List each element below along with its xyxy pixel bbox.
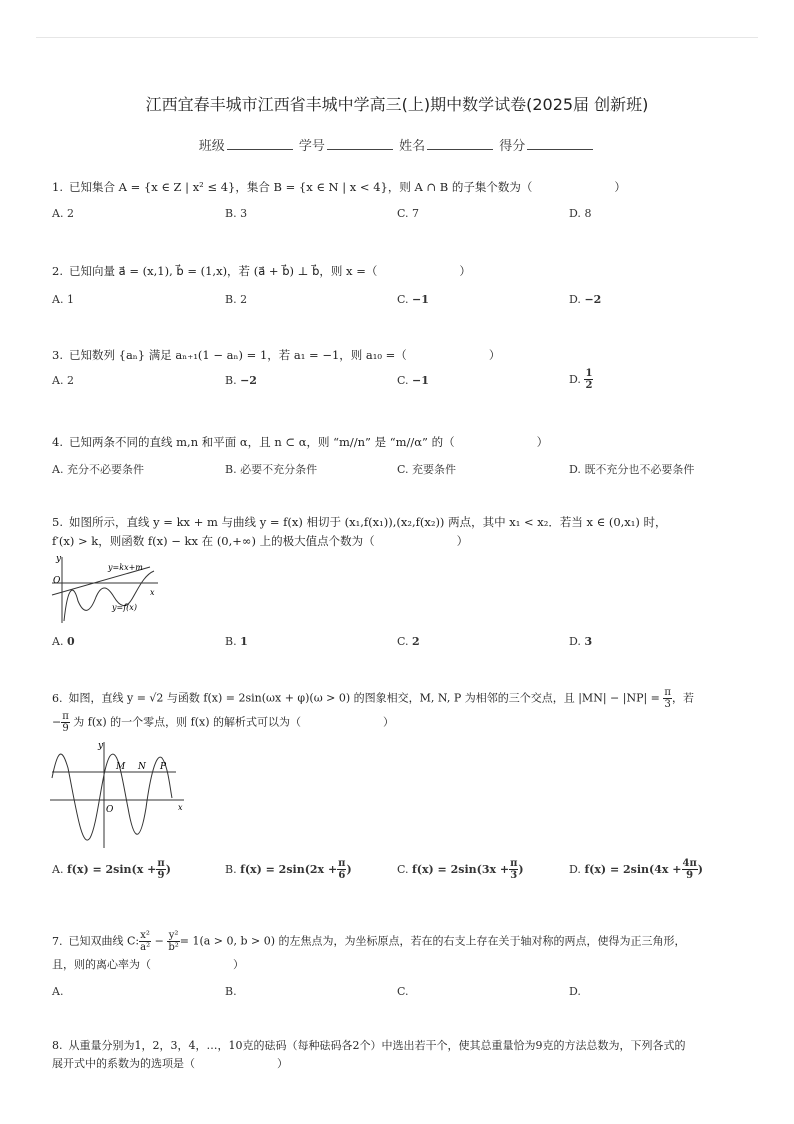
- question-stem: 如图，直线 y = √2 与函数 f(x) = 2sin(ωx + φ)(ω > 0) 的图象相交，M, N, P 为相邻的三个交点，且 |MN| − |NP| =: [68, 691, 660, 705]
- question-8: [52, 1037, 686, 1055]
- option-d[interactable]: D. −2: [569, 293, 602, 306]
- option-a[interactable]: A. f(x) = 2sin(x + $\frac{\pi}{9}$ ): [52, 858, 171, 881]
- option-b[interactable]: B. 3: [225, 207, 248, 220]
- x-label: x: [150, 588, 155, 597]
- class-label: 班级: [198, 139, 225, 154]
- question-stem-cont: f′(x) > k，则函数 f(x) − kx 在 (0,+∞) 上的极大值点个数为（: [52, 534, 375, 548]
- option-d[interactable]: D.: [569, 985, 581, 998]
- option-c[interactable]: C. 7: [397, 207, 420, 220]
- option-a[interactable]: A. 2: [52, 207, 74, 220]
- figure-q6: [48, 738, 188, 850]
- score-label: 得分: [499, 139, 526, 154]
- point-m-label: M: [116, 762, 126, 772]
- option-d[interactable]: D. 3: [569, 635, 593, 648]
- option-d[interactable]: D. f(x) = 2sin(4x + $\frac{4\pi}{9}$ ): [569, 858, 703, 881]
- student-id-blank[interactable]: [327, 137, 393, 150]
- question-7: 7. 已知双曲线 C: $\frac{\text{x²}}{\text{a²}}$ − $\frac{\text{y²}}{\text{b²}}$ = 1(a > 0, b > 0) 的左焦点为，为坐标原点，若在的右支上存在关于轴对称的两点，使得为正三角形，: [52, 930, 686, 953]
- y-label: y: [56, 554, 62, 564]
- question-number: 1.: [52, 180, 63, 194]
- question-number: 4.: [52, 435, 63, 449]
- question-number: 7.: [52, 934, 63, 948]
- option-c[interactable]: C. 充要条件: [397, 463, 457, 476]
- figure-q5: [50, 553, 162, 625]
- name-label: 姓名: [399, 139, 426, 154]
- option-b[interactable]: B. 1: [225, 635, 248, 648]
- option-d[interactable]: D. 既不充分也不必要条件: [569, 463, 695, 476]
- student-info-row: [0, 135, 794, 154]
- question-stem: 已知数列 {aₙ} 满足 aₙ₊₁(1 − aₙ) = 1，若 a₁ = −1，则 a₁₀ =（: [68, 348, 407, 362]
- option-d[interactable]: D. $\frac{1}{2}$: [569, 368, 593, 391]
- option-a[interactable]: A. 充分不必要条件: [52, 463, 144, 476]
- option-a[interactable]: A.: [52, 985, 64, 998]
- question-1: [52, 178, 626, 196]
- option-d[interactable]: D. 8: [569, 207, 592, 220]
- option-b[interactable]: B. 2: [225, 293, 248, 306]
- point-p-label: P: [160, 762, 167, 772]
- question-4: [52, 433, 548, 451]
- question-stem: 从重量分别为1，2，3，4，…，10克的砝码（每种砝码各2个）中选出若干个，使其总重量恰为9克的方法总数为，下列各式的: [68, 1039, 686, 1052]
- sine-curve: [52, 754, 172, 840]
- question-number: 8.: [52, 1039, 63, 1052]
- question-stem-cont: 为 f(x) 的一个零点，则 f(x) 的解析式可以为（: [73, 715, 301, 729]
- class-blank[interactable]: [227, 137, 293, 150]
- close-paren: ）: [536, 435, 549, 449]
- question-stem: 已知集合 A = {x ∈ Z | x² ≤ 4}，集合 B = {x ∈ N | x < 4}，则 A ∩ B 的子集个数为（: [68, 180, 533, 194]
- x-label: x: [178, 803, 183, 812]
- close-paren: ）: [614, 180, 626, 194]
- question-7-line2: [52, 956, 244, 974]
- close-paren: ）: [233, 958, 244, 971]
- question-stem: = 1(a > 0, b > 0) 的左焦点为，为坐标原点，若在的右支上存在关于轴对称的两点，使得为正三角形，: [179, 934, 686, 948]
- question-number: 5.: [52, 515, 63, 529]
- question-2: [52, 262, 471, 280]
- option-b[interactable]: B. f(x) = 2sin(2x + $\frac{\pi}{6}$ ): [225, 858, 352, 881]
- option-c[interactable]: C. 2: [397, 635, 420, 648]
- question-number: 3.: [52, 348, 63, 362]
- student-id-label: 学号: [298, 139, 325, 154]
- question-3: [52, 346, 500, 364]
- option-b[interactable]: B.: [225, 985, 237, 998]
- y-label: y: [98, 741, 104, 751]
- question-stem: 已知两条不同的直线 m,n 和平面 α，且 n ⊂ α，则 “m//n” 是 “m//α” 的（: [68, 435, 455, 449]
- question-6-line2: − $\frac{\pi}{9}$ 为 f(x) 的一个零点，则 f(x) 的解析式可以为（ ）: [52, 711, 394, 734]
- question-5-line2: [52, 532, 468, 550]
- header-divider: [36, 37, 758, 38]
- option-c[interactable]: C. −1: [397, 293, 429, 306]
- question-number: 2.: [52, 264, 63, 278]
- option-b[interactable]: B. −2: [225, 374, 257, 387]
- close-paren: ）: [456, 534, 469, 548]
- question-stem: 如图所示，直线 y = kx + m 与曲线 y = f(x) 相切于 (x₁,f(x₁)),(x₂,f(x₂)) 两点，其中 x₁ < x₂．若当 x ∈ (0,x₁) 时，: [68, 515, 667, 529]
- option-b[interactable]: B. 必要不充分条件: [225, 463, 318, 476]
- close-paren: ）: [459, 264, 471, 278]
- option-a[interactable]: A. 0: [52, 635, 75, 648]
- line-label: y=kx+m: [108, 563, 143, 572]
- question-8-line2: [52, 1055, 288, 1073]
- question-stem: 已知向量 a⃗ = (x,1), b⃗ = (1,x)，若 (a⃗ + b⃗) ⊥ b⃗，则 x =（: [68, 264, 378, 278]
- curve-label: y=f(x): [112, 603, 137, 612]
- question-stem-cont: 且，则的离心率为（: [52, 958, 151, 971]
- point-n-label: N: [138, 762, 146, 772]
- score-blank[interactable]: [527, 137, 593, 150]
- origin-label: O: [53, 576, 61, 586]
- question-stem-cont: 展开式中的系数为的选项是（: [52, 1057, 195, 1070]
- close-paren: ）: [277, 1057, 288, 1070]
- name-blank[interactable]: [427, 137, 493, 150]
- origin-label: O: [106, 805, 114, 815]
- question-6: 6. 如图，直线 y = √2 与函数 f(x) = 2sin(ωx + φ)(ω > 0) 的图象相交，M, N, P 为相邻的三个交点，且 |MN| − |NP| = $\frac{\pi}{3}$ ，若: [52, 687, 694, 710]
- option-a[interactable]: A. 1: [52, 293, 74, 306]
- close-paren: ）: [488, 348, 501, 362]
- question-5: [52, 513, 667, 531]
- option-c[interactable]: C. −1: [397, 374, 429, 387]
- page-title: 江西宜春丰城市江西省丰城中学高三(上)期中数学试卷(2025届 创新班): [145, 95, 649, 114]
- option-a[interactable]: A. 2: [52, 374, 74, 387]
- close-paren: ）: [383, 715, 394, 729]
- question-number: 6.: [52, 691, 63, 705]
- option-c[interactable]: C.: [397, 985, 409, 998]
- option-c[interactable]: C. f(x) = 2sin(3x + $\frac{\pi}{3}$ ): [397, 858, 524, 881]
